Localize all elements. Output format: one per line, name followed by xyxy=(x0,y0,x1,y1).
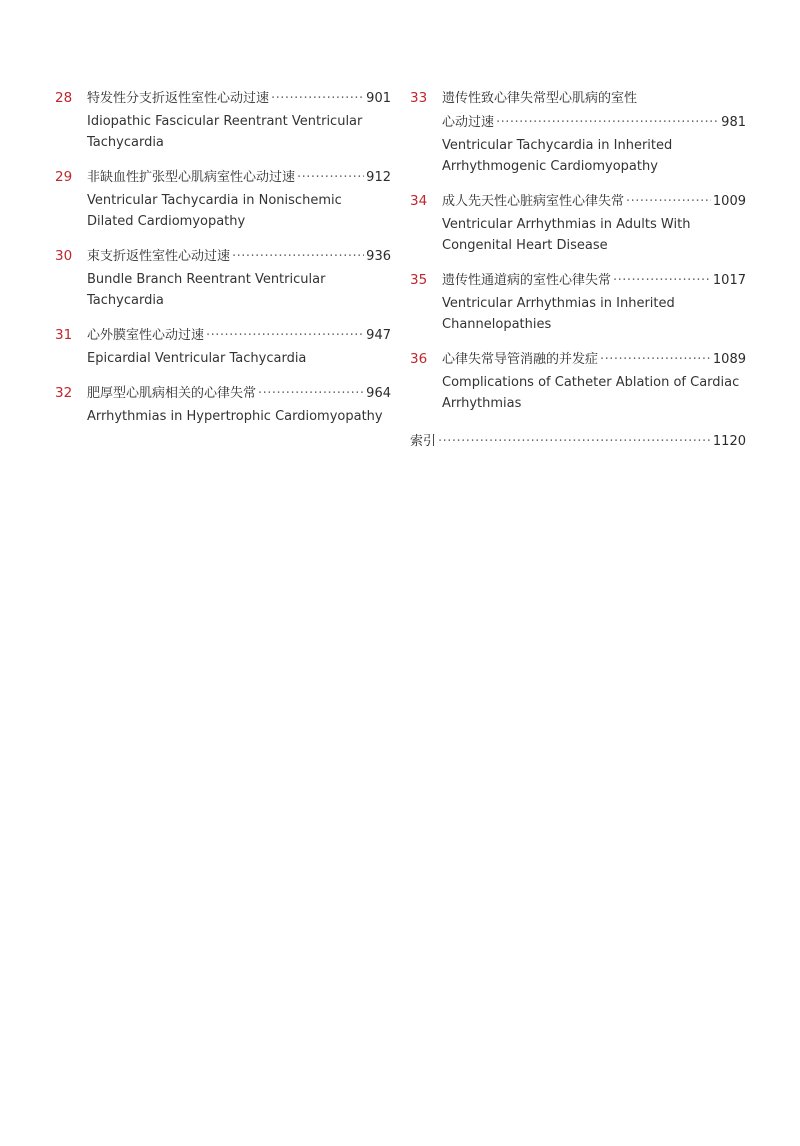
chapter-number: 32 xyxy=(55,385,73,401)
chapter-title-en-line: Dilated Cardiomyopathy xyxy=(87,214,246,229)
chapter-title-en-line: Arrhythmias xyxy=(442,396,522,411)
chapter-title-en xyxy=(410,372,746,414)
chapter-title-en-line: Ventricular Arrhythmias in Inherited xyxy=(442,296,675,311)
toc-entry-31[interactable] xyxy=(55,323,391,369)
chapter-number: 33 xyxy=(410,90,428,106)
chapter-title-en xyxy=(55,269,391,311)
chapter-title-zh: 肥厚型心肌病相关的心律失常 xyxy=(87,386,257,401)
chapter-number: 31 xyxy=(55,327,73,343)
chapter-title-en xyxy=(55,190,391,232)
toc-column-right xyxy=(410,86,746,466)
page-number: 936 xyxy=(366,249,391,264)
dot-leader xyxy=(258,382,364,406)
toc-entry-35[interactable] xyxy=(410,268,746,335)
toc-entry-30[interactable] xyxy=(55,244,391,311)
chapter-title-zh: 束支折返性室性心动过速 xyxy=(87,249,231,264)
chapter-title-zh: 特发性分支折返性室性心动过速 xyxy=(87,91,270,106)
chapter-title-en xyxy=(410,214,746,256)
chapter-number: 34 xyxy=(410,193,428,209)
chapter-title-en-line: Bundle Branch Reentrant Ventricular xyxy=(87,272,326,287)
chapter-title-en-line: Epicardial Ventricular Tachycardia xyxy=(87,351,307,366)
chapter-title-zh: 遗传性致心律失常型心肌病的室性 xyxy=(442,91,638,106)
chapter-title-en-line: Ventricular Tachycardia in Nonischemic xyxy=(87,193,342,208)
chapter-title-zh: 非缺血性扩张型心肌病室性心动过速 xyxy=(87,170,296,185)
page-number: 912 xyxy=(366,170,391,185)
chapter-title-zh: 心律失常导管消融的并发症 xyxy=(442,352,599,367)
page-number: 901 xyxy=(366,91,391,106)
page-number: 1120 xyxy=(712,434,746,449)
chapter-title-zh-continued: 心动过速 xyxy=(442,115,495,130)
toc-entry-33[interactable] xyxy=(410,86,746,177)
chapter-number: 29 xyxy=(55,169,73,185)
page-number: 1089 xyxy=(712,352,746,367)
index-label: 索引 xyxy=(410,434,437,449)
chapter-title-zh: 心外膜室性心动过速 xyxy=(87,328,205,343)
dot-leader xyxy=(600,348,711,372)
chapter-title-en-line: Channelopathies xyxy=(442,317,552,332)
toc-entry-29[interactable] xyxy=(55,165,391,232)
page-number: 947 xyxy=(366,328,391,343)
chapter-title-en-line: Tachycardia xyxy=(87,135,164,150)
chapter-title-en xyxy=(410,135,746,177)
dot-leader xyxy=(438,430,711,454)
chapter-title-zh: 遗传性通道病的室性心律失常 xyxy=(442,273,612,288)
dot-leader xyxy=(206,324,364,348)
chapter-number: 36 xyxy=(410,351,428,367)
chapter-title-en xyxy=(410,293,746,335)
dot-leader xyxy=(297,166,364,190)
toc-entry-34[interactable] xyxy=(410,189,746,256)
toc-entry-32[interactable] xyxy=(55,381,391,427)
dot-leader xyxy=(232,245,364,269)
chapter-title-en-line: Congenital Heart Disease xyxy=(442,238,608,253)
chapter-title-en-line: Arrhythmogenic Cardiomyopathy xyxy=(442,159,658,174)
chapter-title-en xyxy=(55,406,391,427)
dot-leader xyxy=(626,190,711,214)
chapter-number: 28 xyxy=(55,90,73,106)
dot-leader xyxy=(271,87,364,111)
chapter-title-en-line: Arrhythmias in Hypertrophic Cardiomyopathy xyxy=(87,409,383,424)
toc-entry-index[interactable] xyxy=(410,430,746,454)
dot-leader xyxy=(496,111,719,135)
page-number: 1017 xyxy=(712,273,746,288)
page-number: 964 xyxy=(366,386,391,401)
chapter-title-en-line: Ventricular Arrhythmias in Adults With xyxy=(442,217,691,232)
chapter-title-en xyxy=(55,111,391,153)
chapter-title-en-line: Tachycardia xyxy=(87,293,164,308)
page-number: 1009 xyxy=(712,194,746,209)
chapter-number: 35 xyxy=(410,272,428,288)
toc-entry-28[interactable] xyxy=(55,86,391,153)
chapter-title-en-line: Idiopathic Fascicular Reentrant Ventricular xyxy=(87,114,363,129)
dot-leader xyxy=(613,269,711,293)
chapter-title-en-line: Ventricular Tachycardia in Inherited xyxy=(442,138,673,153)
chapter-title-en-line: Complications of Catheter Ablation of Cardiac xyxy=(442,375,740,390)
chapter-title-en xyxy=(55,348,391,369)
page-number: 981 xyxy=(721,115,746,130)
toc-column-left xyxy=(55,86,391,439)
toc-entry-36[interactable] xyxy=(410,347,746,414)
chapter-number: 30 xyxy=(55,248,73,264)
chapter-title-zh: 成人先天性心脏病室性心律失常 xyxy=(442,194,625,209)
